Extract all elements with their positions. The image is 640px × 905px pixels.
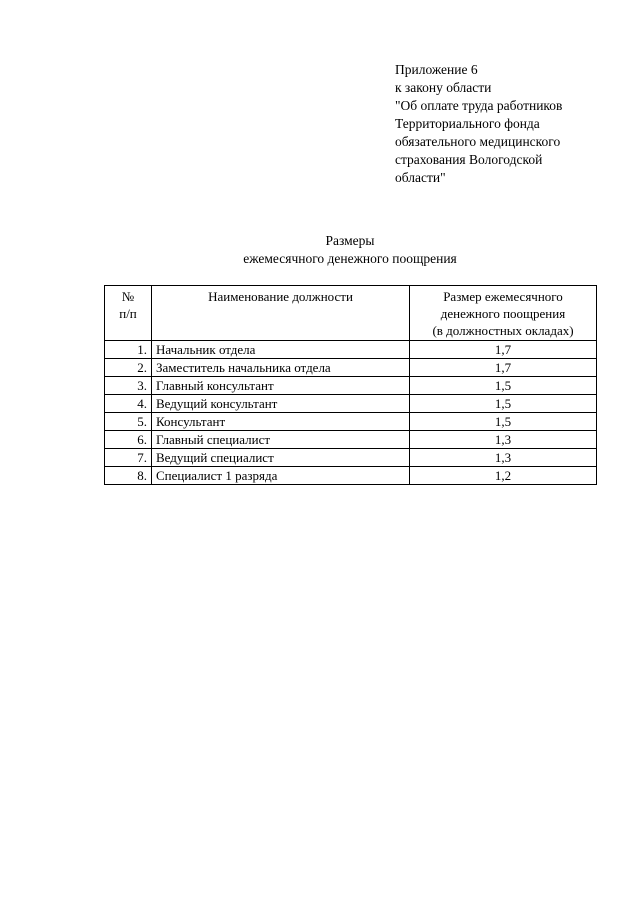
table-header-row xyxy=(105,286,597,341)
appendix-line: к закону области xyxy=(395,80,492,95)
header-number xyxy=(105,286,152,341)
title-line-1: Размеры xyxy=(325,233,375,248)
appendix-line: "Об оплате труда работников xyxy=(395,98,563,113)
row-bonus-value: 1,5 xyxy=(410,413,597,431)
appendix-line: обязательного медицинского xyxy=(395,134,561,149)
bonus-table xyxy=(104,285,597,485)
table-row xyxy=(105,413,597,431)
row-bonus-value: 1,5 xyxy=(410,395,597,413)
appendix-header xyxy=(395,61,635,187)
title-line-2: ежемесячного денежного поощрения xyxy=(243,251,457,266)
header-bonus-size-line-1: Размер ежемесячного xyxy=(443,289,563,304)
row-position-name: Консультант xyxy=(152,413,410,431)
row-number: 7. xyxy=(105,449,152,467)
row-position-name: Начальник отдела xyxy=(152,341,410,359)
row-number: 4. xyxy=(105,395,152,413)
row-position-name: Главный специалист xyxy=(152,431,410,449)
row-bonus-value: 1,7 xyxy=(410,359,597,377)
row-position-name: Ведущий консультант xyxy=(152,395,410,413)
row-number: 3. xyxy=(105,377,152,395)
row-number: 8. xyxy=(105,467,152,485)
header-bonus-size-line-2: денежного поощрения xyxy=(440,306,566,321)
header-number-line-1: № xyxy=(121,289,135,304)
row-bonus-value: 1,7 xyxy=(410,341,597,359)
header-bonus-size-line-3: (в должностных окладах) xyxy=(432,323,574,338)
row-position-name: Специалист 1 разряда xyxy=(152,467,410,485)
appendix-line: страхования Вологодской xyxy=(395,152,543,167)
row-number: 5. xyxy=(105,413,152,431)
table-row xyxy=(105,467,597,485)
row-bonus-value: 1,5 xyxy=(410,377,597,395)
header-number-line-2: п/п xyxy=(119,306,137,321)
table-row xyxy=(105,377,597,395)
row-position-name: Главный консультант xyxy=(152,377,410,395)
header-position-name-text: Наименование должности xyxy=(208,289,353,304)
table-row xyxy=(105,449,597,467)
header-bonus-size xyxy=(410,286,597,341)
row-bonus-value: 1,3 xyxy=(410,449,597,467)
row-position-name: Ведущий специалист xyxy=(152,449,410,467)
row-position-name: Заместитель начальника отдела xyxy=(152,359,410,377)
document-title xyxy=(0,232,640,268)
appendix-line: Приложение 6 xyxy=(395,62,478,77)
table-row xyxy=(105,395,597,413)
row-number: 6. xyxy=(105,431,152,449)
row-number: 2. xyxy=(105,359,152,377)
table-row xyxy=(105,359,597,377)
table-row xyxy=(105,431,597,449)
row-bonus-value: 1,3 xyxy=(410,431,597,449)
appendix-line: Территориального фонда xyxy=(395,116,540,131)
header-position-name xyxy=(152,286,410,341)
table-row xyxy=(105,341,597,359)
row-bonus-value: 1,2 xyxy=(410,467,597,485)
row-number: 1. xyxy=(105,341,152,359)
appendix-line: области" xyxy=(395,170,446,185)
